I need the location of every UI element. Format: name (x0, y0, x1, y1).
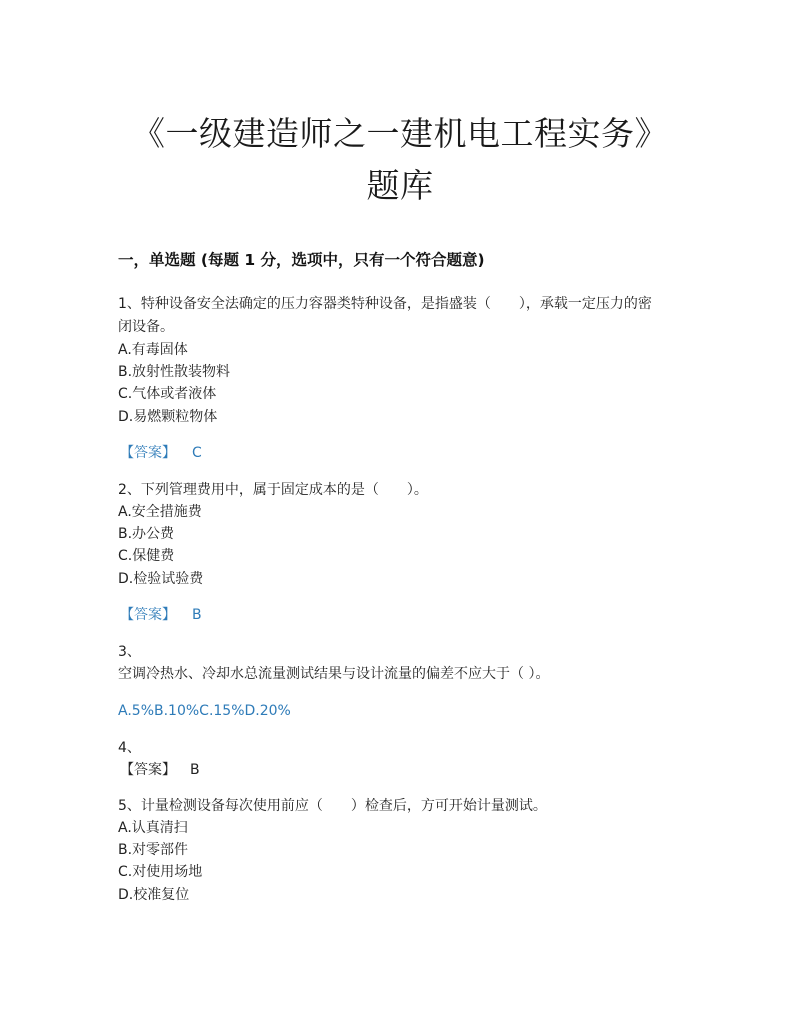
question-5-option-d: D.校准复位 (118, 887, 190, 903)
question-3-stem: 空调冷热水、冷却水总流量测试结果与设计流量的偏差不应大于（ ）。 (118, 666, 550, 682)
question-2-option-a: A.安全措施费 (118, 504, 202, 520)
question-2-answer (120, 605, 202, 625)
question-5-option-b: B.对零部件 (118, 842, 189, 858)
question-3-options-inline: A.5%B.10%C.15%D.20% (118, 703, 291, 719)
question-3-number: 3、 (118, 644, 141, 660)
question-1-option-c: C.气体或者液体 (118, 386, 217, 402)
question-5-option-c: C.对使用场地 (118, 864, 203, 880)
question-1-option-d: D.易燃颗粒物体 (118, 409, 218, 425)
question-1-stem-line-1: 1、特种设备安全法确定的压力容器类特种设备，是指盛装（ ），承载一定压力的密 (118, 296, 652, 312)
question-4-number: 4、 (118, 740, 141, 756)
question-2-option-b: B.办公费 (118, 526, 175, 542)
question-1-option-a: A.有毒固体 (118, 342, 188, 358)
section-heading: 一，单选题 (每题 1 分，选项中，只有一个符合题意) (118, 251, 485, 269)
page-title: 《一级建造师之一建机电工程实务》 (132, 114, 668, 153)
answer-label: 【答案】 (120, 607, 176, 623)
question-2-stem: 2、下列管理费用中，属于固定成本的是（ ）。 (118, 482, 428, 498)
question-1-answer (120, 443, 202, 463)
question-1-option-b: B.放射性散装物料 (118, 364, 231, 380)
answer-value: C (192, 445, 202, 461)
answer-value: B (192, 607, 202, 623)
question-1-stem-line-2: 闭设备。 (118, 319, 174, 335)
page-subtitle: 题库 (366, 166, 434, 205)
question-2-option-c: C.保健费 (118, 548, 175, 564)
answer-label: 【答案】 (120, 762, 176, 778)
question-2-option-d: D.检验试验费 (118, 571, 204, 587)
question-5-stem: 5、计量检测设备每次使用前应（ ）检查后，方可开始计量测试。 (118, 798, 547, 814)
question-5-option-a: A.认真清扫 (118, 820, 188, 836)
answer-value: B (190, 762, 200, 778)
question-4-answer (120, 760, 200, 780)
answer-label: 【答案】 (120, 445, 176, 461)
